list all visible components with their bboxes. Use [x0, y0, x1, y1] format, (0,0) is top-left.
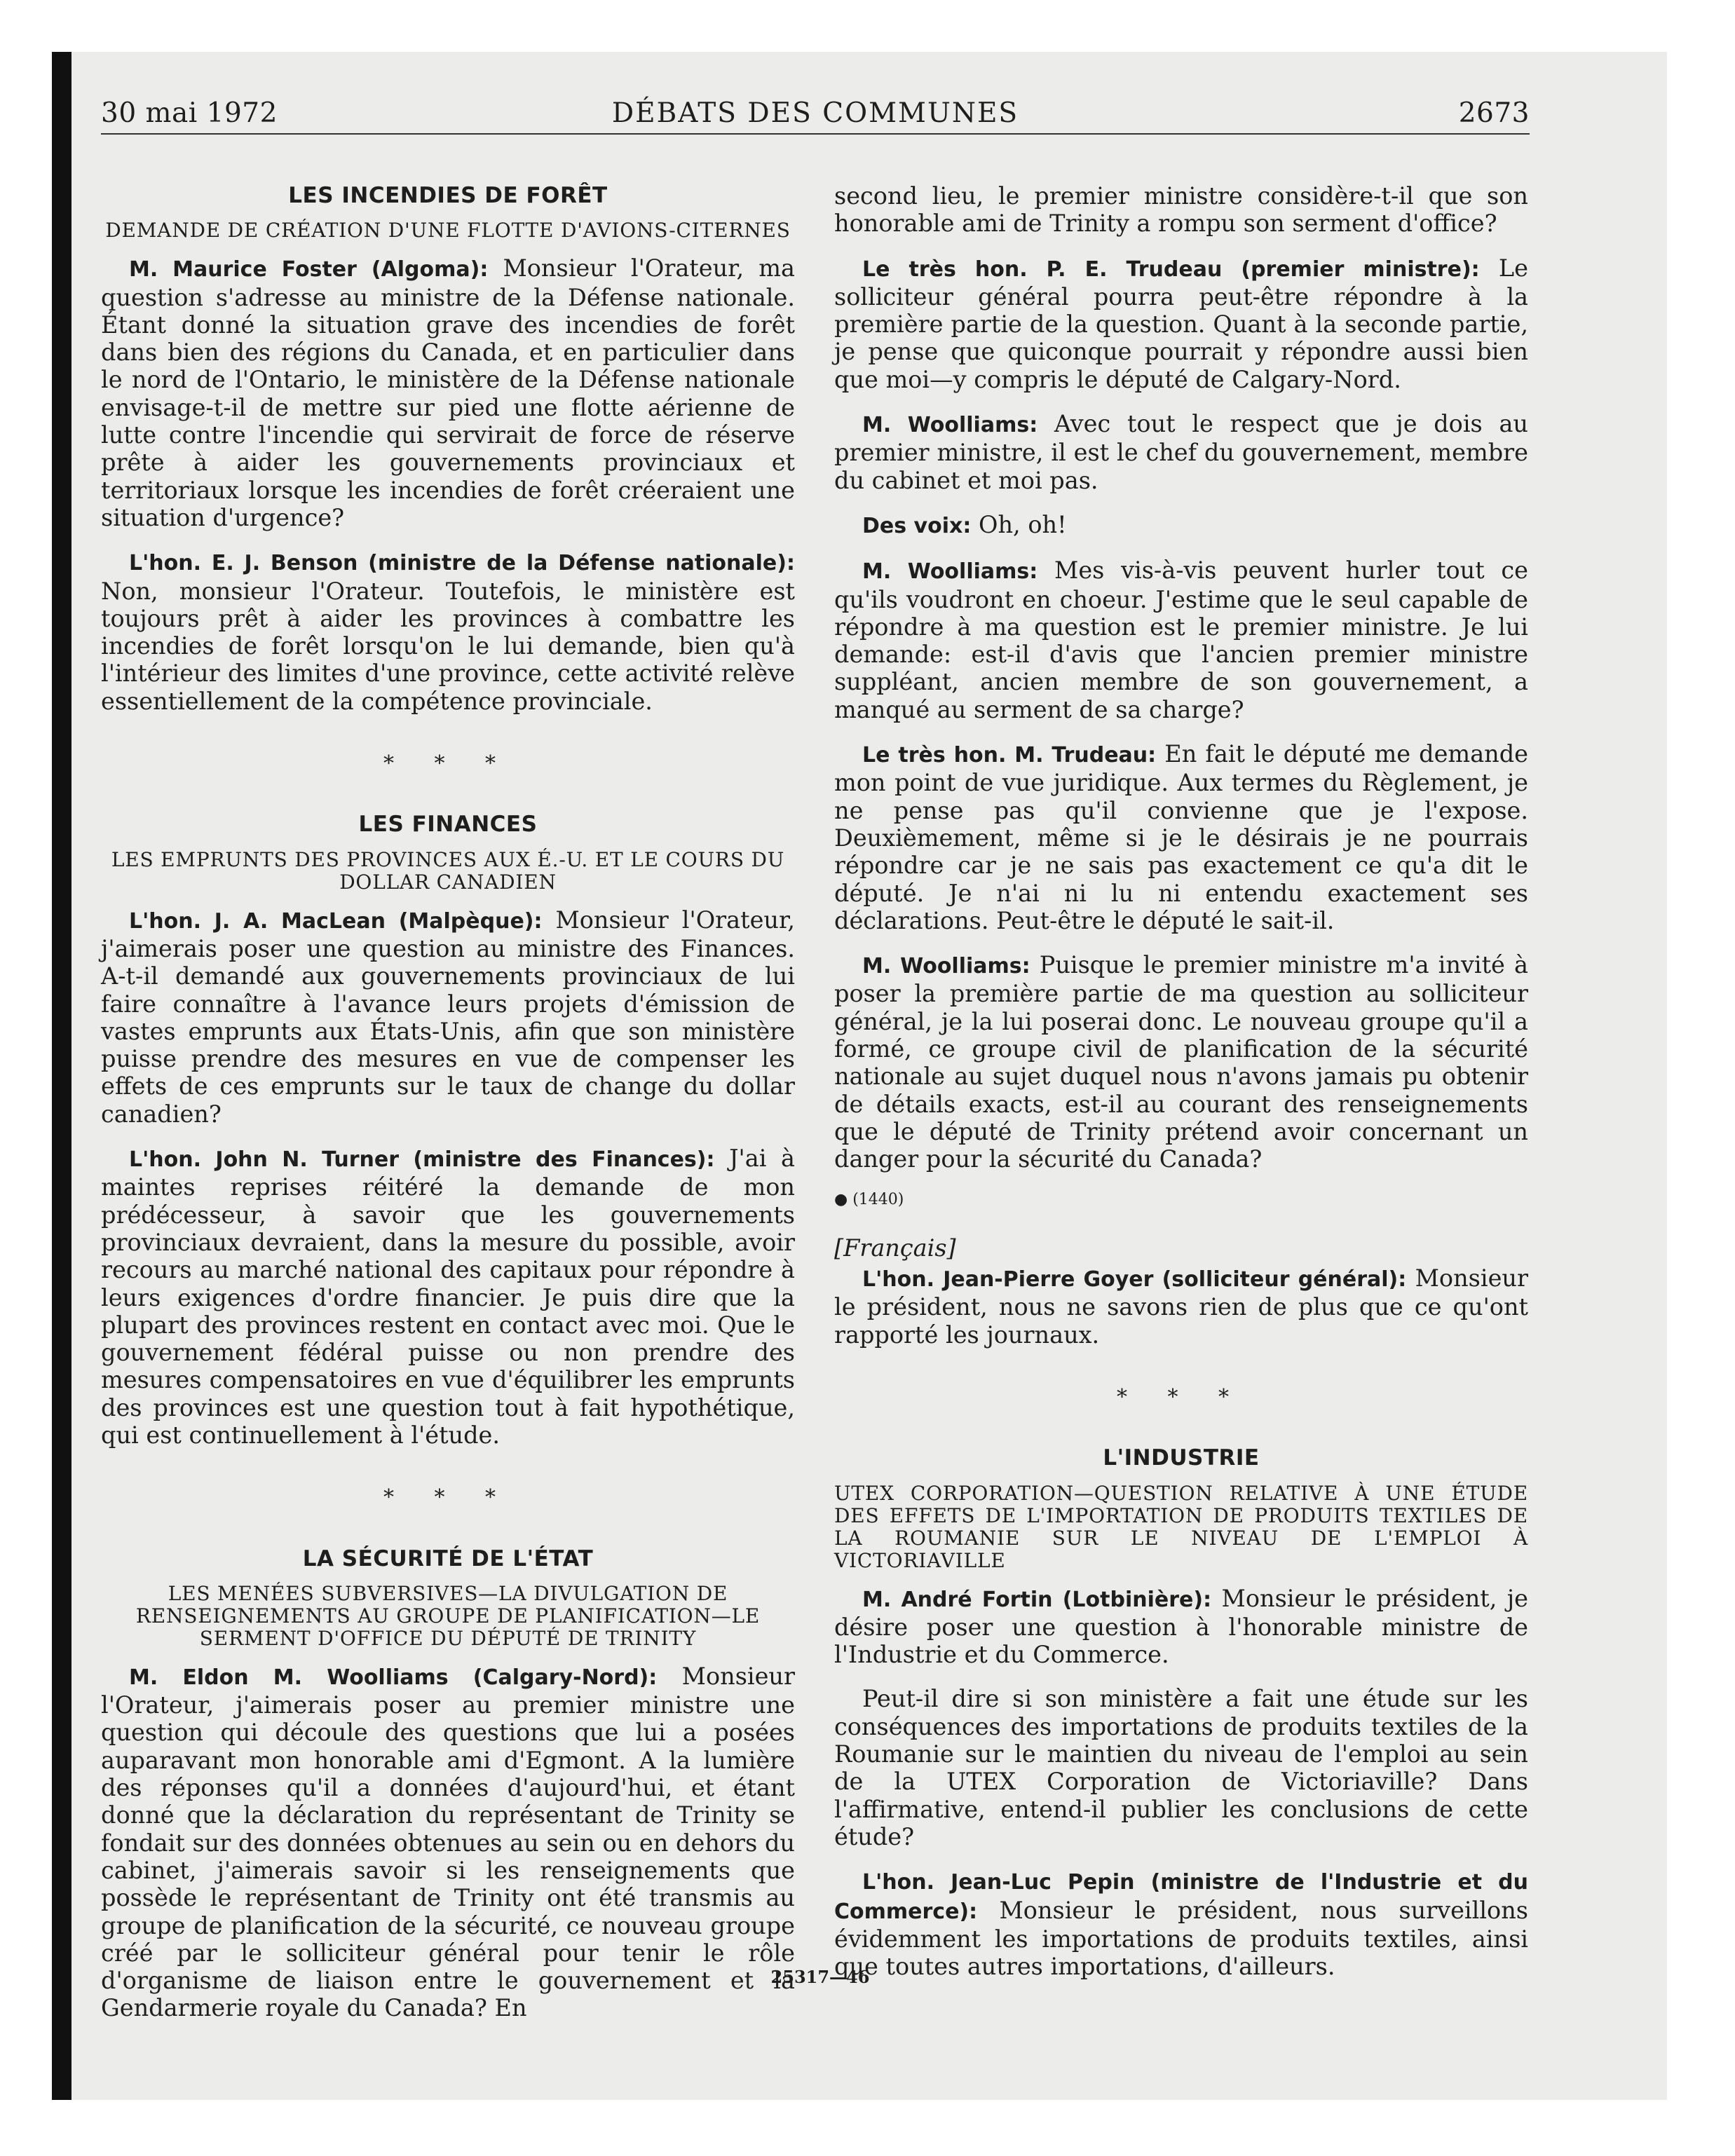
section-title: LES FINANCES — [358, 812, 538, 838]
section-title: LA SÉCURITÉ DE L'ÉTAT — [302, 1546, 594, 1571]
paragraph — [834, 951, 1528, 1173]
time-marker: ● (1440) — [834, 1190, 904, 1208]
speaker-name: Le très hon. P. E. Trudeau (premier ministre): — [862, 257, 1480, 282]
language-marker: [Français] — [834, 1234, 956, 1262]
paragraph — [834, 254, 1528, 393]
speaker-name: M. Maurice Foster (Algoma): — [129, 257, 489, 282]
section-separator: * * * — [383, 1485, 513, 1510]
section-subtitle: LES EMPRUNTS DES PROVINCES AUX É.-U. ET LE COURS DU DOLLAR CANADIEN — [111, 847, 785, 894]
paragraph — [834, 557, 1528, 723]
speaker-name: M. Woolliams: — [862, 413, 1038, 438]
section-subtitle: UTEX CORPORATION—QUESTION RELATIVE À UNE ÉTUDE DES EFFETS DE L'IMPORTATION DE PRODUITS TEXTILES DE LA ROUMANIE SUR LE NIVEAU DE L'EMPLOI À VICTORIAVILLE — [834, 1481, 1528, 1572]
speaker-name: L'hon. E. J. Benson (ministre de la Défense nationale): — [129, 551, 795, 576]
speech-text: Oh, oh! — [971, 510, 1067, 538]
section-subtitle: LES MENÉES SUBVERSIVES—LA DIVULGATION DE RENSEIGNEMENTS AU GROUPE DE PLANIFICATION—LE SERMENT D'OFFICE DU DÉPUTÉ DE TRINITY — [135, 1581, 761, 1650]
section-separator: * * * — [383, 751, 513, 777]
paragraph — [834, 410, 1528, 494]
speech-text: J'ai à maintes reprises réitéré la demande de mon prédécesseur, à savoir que les gouvernements provinciaux devraient, dans la mesure du possible, avoir recours au marché national des capitaux pour répondre à leurs exigences d'ordre financier. Je puis dire que la plupart des provinces restent en contact avec moi. Que le gouvernement fédéral puisse ou non prendre des mesures compensatoires en vue d'équilibrer les emprunts des provinces est une question tout à fait hypothétique, qui est continuellement à l'étude. — [101, 1145, 795, 1449]
paragraph: Peut-il dire si son ministère a fait une étude sur les conséquences des importations de produits textiles de la Roumanie sur le maintien du niveau de l'emploi au sein de la UTEX Corporation de Victoriaville? Dans l'affirmative, entend-il publier les conclusions de cette étude? — [834, 1685, 1528, 1850]
paragraph — [101, 1663, 795, 2022]
header-date: 30 mai 1972 — [101, 97, 278, 129]
speech-text: Puisque le premier ministre m'a invité à poser la première partie de ma question au solliciteur général, je la lui poserai donc. Le nouveau groupe qu'il a formé, ce groupe civil de planification de la sécurité nationale au sujet duquel nous n'avons jamais pu obtenir de détails exacts, est-il au courant des renseignements que le député de Trinity prétend avoir concernant un danger pour la sécurité du Canada? — [834, 951, 1528, 1173]
speaker-name: Le très hon. M. Trudeau: — [862, 743, 1157, 768]
paragraph — [834, 1264, 1528, 1349]
speaker-name: M. Woolliams: — [862, 954, 1030, 979]
speech-text: Monsieur le président, je désire poser une question à l'honorable ministre de l'Industrie et du Commerce. — [834, 1584, 1529, 1669]
speaker-name: L'hon. Jean-Luc Pepin (ministre de l'Industrie et du Commerce): — [834, 1870, 1528, 1924]
section-separator: * * * — [1116, 1384, 1246, 1410]
paragraph — [101, 906, 795, 1128]
speech-text: Monsieur le président, nous surveillons évidemment les importations de produits textiles, ainsi que toutes autres importations, d'ailleurs. — [834, 1896, 1528, 1981]
speaker-name: Des voix: — [862, 513, 972, 538]
left-column — [101, 182, 795, 2039]
speech-text: Mes vis-à-vis peuvent hurler tout ce qu'ils voudront en choeur. J'estime que le seul capable de répondre à ma question est le premier ministre. Je lui demande: est-il d'avis que l'ancien premier ministre suppléant, ancien membre de son gouvernement, a manqué au serment de sa charge? — [834, 557, 1528, 723]
speech-text: Monsieur l'Orateur, j'aimerais poser au premier ministre une question qui découle des questions que lui a posées auparavant mon honorable ami d'Egmont. A la lumière des réponses qu'il a données d'aujourd'hui, et étant donné que la déclaration du représentant de Trinity se fondait sur des données obtenues au sein ou en dehors du cabinet, j'aimerais savoir si les renseignements que possède le représentant de Trinity ont été transmis au groupe de planification de la sécurité, ce nouveau groupe créé par le solliciteur général pour tenir le rôle d'organisme de liaison entre le gouvernement et la Gendarmerie royale du Canada? En — [101, 1662, 796, 2022]
section-subtitle: DEMANDE DE CRÉATION D'UNE FLOTTE D'AVIONS-CITERNES — [105, 219, 791, 243]
header-rule — [101, 133, 1530, 135]
speech-text: Le solliciteur général pourra peut-être répondre à la première partie de la question. Quant à la seconde partie, je pense que quiconque pourrait y répondre aussi bien que moi—y compris le député de Calgary-Nord. — [834, 254, 1528, 393]
page-header — [101, 94, 1530, 133]
paragraph-continued: second lieu, le premier ministre considère-t-il que son honorable ami de Trinity a rompu son serment d'office? — [834, 182, 1528, 238]
speech-text: Monsieur l'Orateur, ma question s'adresse au ministre de la Défense nationale. Étant donné la situation grave des incendies de forêt dans bien des régions du Canada, et en particulier dans le nord de l'Ontario, le ministère de la Défense nationale envisage-t-il de mettre sur pied une flotte aérienne de lutte contre l'incendie qui servirait de force de réserve prête à aider les gouvernements provinciaux et territoriaux lorsque les incendies de forêt créeraient une situation d'urgence? — [101, 254, 795, 531]
speech-text: En fait le député me demande mon point de vue juridique. Aux termes du Règlement, je ne pense pas qu'il convienne que je l'expose. Deuxièmement, même si je le désirais je ne pourrais répondre car je ne sais pas exactement ce qu'a dit le député. Je n'ai ni lu ni entendu exactement ses déclarations. Peut-être le député le sait-il. — [834, 740, 1529, 934]
speaker-name: M. André Fortin (Lotbinière): — [862, 1587, 1212, 1612]
page-footer-code: 25317—46 — [770, 1967, 870, 1987]
speech-text: Non, monsieur l'Orateur. Toutefois, le ministère est toujours prêt à aider les provinces à combattre les incendies de forêt lorsqu'on le lui demande, bien qu'à l'intérieur des limites d'une province, cette activité relève essentiellement de la compétence provinciale. — [101, 577, 795, 715]
speaker-name: L'hon. Jean-Pierre Goyer (solliciteur général): — [862, 1267, 1407, 1292]
right-column — [834, 182, 1528, 1997]
paragraph — [101, 548, 795, 715]
header-page-number: 2673 — [1458, 97, 1530, 129]
speaker-name: M. Eldon M. Woolliams (Calgary-Nord): — [129, 1665, 658, 1690]
speaker-name: M. Woolliams: — [862, 559, 1038, 585]
speech-text: Avec tout le respect que je dois au premier ministre, il est le chef du gouvernement, membre du cabinet et moi pas. — [834, 410, 1528, 494]
section-title: L'INDUSTRIE — [1103, 1445, 1260, 1471]
paragraph — [834, 511, 1528, 540]
paragraph — [101, 1145, 795, 1449]
paragraph — [834, 740, 1528, 934]
header-title: DÉBATS DES COMMUNES — [611, 97, 1019, 129]
speaker-name: L'hon. John N. Turner (ministre des Finances): — [129, 1147, 715, 1173]
speaker-name: L'hon. J. A. MacLean (Malpèque): — [129, 908, 543, 934]
paragraph — [101, 254, 795, 531]
speech-text: Monsieur le président, nous ne savons rien de plus que ce qu'ont rapporté les journaux. — [834, 1264, 1528, 1349]
section-title: LES INCENDIES DE FORÊT — [288, 183, 608, 208]
paragraph — [834, 1867, 1528, 1980]
speech-text: Monsieur l'Orateur, j'aimerais poser une question au ministre des Finances. A-t-il demandé aux gouvernements provinciaux de lui faire connaître à l'avance leurs projets d'émission de vastes emprunts aux États-Unis, afin que son ministère puisse prendre des mesures en vue de compenser les effets de ces emprunts sur le taux de change du dollar canadien? — [101, 906, 795, 1128]
binding-edge — [52, 52, 72, 2100]
paragraph — [834, 1585, 1528, 1669]
